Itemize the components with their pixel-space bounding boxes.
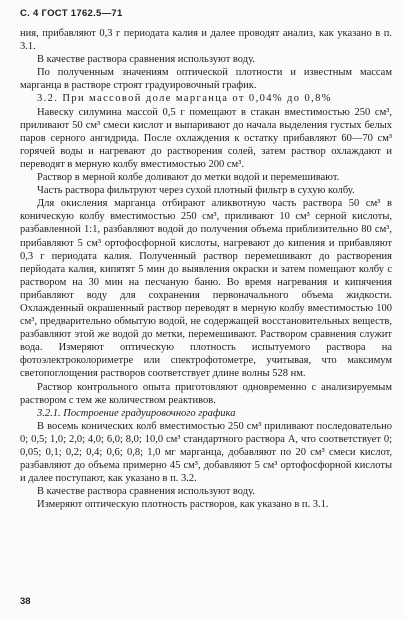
paragraph: Раствор в мерной колбе доливают до метки водой и перемешивают.	[37, 172, 340, 184]
paragraph: ния, прибавляют 0,3 г периодата калия и далее проводят анализ, как указано в п. 3.1.	[20, 28, 392, 53]
page-header: С. 4 ГОСТ 1762.5—71	[20, 8, 123, 19]
section-heading: 3.2. При массовой доле марганца от 0,04% до 0,8%	[37, 93, 332, 105]
paragraph: В качестве раствора сравнения используют воду.	[37, 486, 255, 498]
subsection-heading: 3.2.1. Построение градуировочного графика	[37, 407, 236, 419]
paragraph: Измеряют оптическую плотность растворов, как указано в п. 3.1.	[37, 499, 329, 511]
paragraph: Для окисления марганца отбирают аликвотную часть раствора 50 см³ в коническую колбу вместимостью 250 см³, приливают 10 см³ серной кислоты, разбавленной 1:1, разбавляют водой до получения объема приблизительно 80 см³, прибавляют 5 см³ ортофосфорной кислоты, нагревают до кипения и прибавляют 0,3 г периодата калия. Полученный раствор перемешивают до растворения перйодата калия, кипятят 5 мин до выявления окраски и затем помещают колбу с раствором на 30 мин на песчаную баню. Во время нагревания и кипячения прибавляют воду для сохранения первоначального объема жидкости. Охлажденный окрашенный раствор переводят в мерную колбу вместимостью 100 см³, предварительно обмытую водой, не содержащей восстановительных веществ, разбавляют этой же водой до метки, перемешивают. Раствором сравнения служит вода. Измеряют оптическую плотность испытуемого раствора на фотоэлектроколориметре или спектрофотометре, учитывая, что максимум светопоглощения растворов соответствует длине волны 528 нм.	[20, 198, 392, 380]
paragraph: Раствор контрольного опыта приготовляют одновременно с анализируемым раствором с тем же количеством реактивов.	[20, 381, 392, 406]
paragraph: Часть раствора фильтруют через сухой плотный фильтр в сухую колбу.	[37, 185, 355, 197]
paragraph: В восемь конических колб вместимостью 250 см³ приливают последовательно 0; 0,5; 1,0; 2,0; 4,0; 6,0; 8,0; 10,0 см³ стандартного раствора А, что соответствует 0; 0,05; 0,1; 0,2; 0,4; 0,6; 0,8; 1,0 мг марганца, добавляют по 20 см³ смеси кислот, разбавляют до объема примерно 45 см³, добавляют 5 см³ ортофосфорной кислоты и далее поступают, как указано в п. 3.2.	[20, 420, 392, 485]
document-body	[20, 27, 392, 511]
paragraph: По полученным значениям оптической плотности и известным массам марганца в растворе строят градуировочный график.	[20, 67, 392, 92]
paragraph: Навеску силумина массой 0,5 г помещают в стакан вместимостью 250 см³, приливают 50 см³ смеси кислот и выпаривают до начала выделения густых белых паров серного ангидрида. После охлаждения к остатку прибавляют 60—70 см³ горячей воды и нагревают до растворения солей, затем раствор охлаждают и переводят в мерную колбу вместимостью 200 см³.	[20, 106, 392, 170]
paragraph: В качестве раствора сравнения используют воду.	[37, 54, 255, 66]
page-number: 38	[20, 596, 31, 607]
